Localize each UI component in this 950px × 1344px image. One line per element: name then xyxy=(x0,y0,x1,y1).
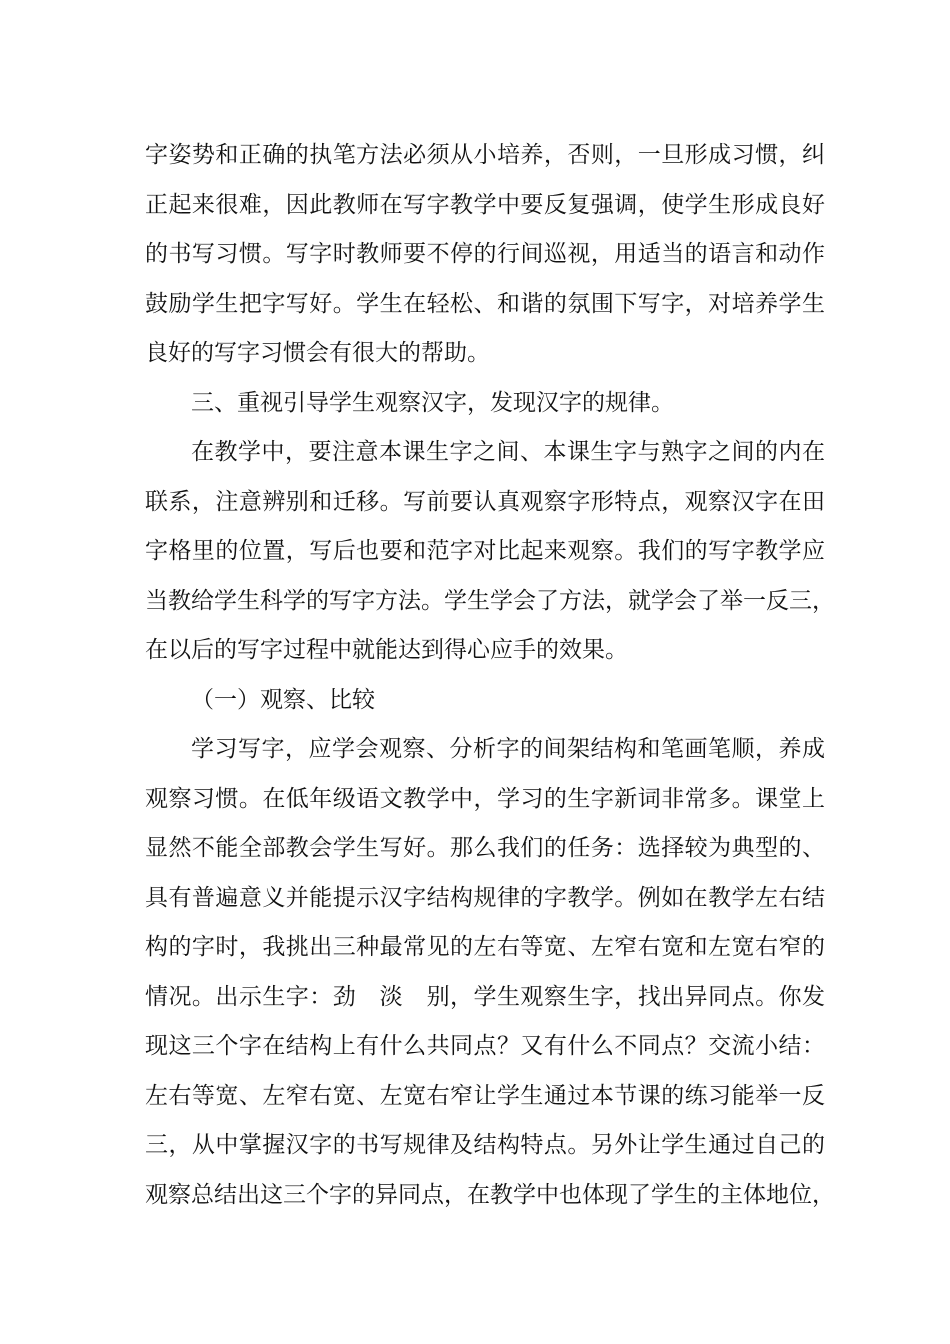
text-line: 三，从中掌握汉字的书写规律及结构特点。另外让学生通过自己的 xyxy=(145,1132,825,1158)
text-line: 构的字时，我挑出三种最常见的左右等宽、左窄右宽和左宽右窄的 xyxy=(145,934,825,960)
text-line: 观察习惯。在低年级语文教学中，学习的生字新词非常多。课堂上 xyxy=(145,785,825,812)
text-line: 现这三个字在结构上有什么共同点？又有什么不同点？交流小结： xyxy=(145,1033,825,1059)
text-line: 字格里的位置，写后也要和范字对比起来观察。我们的写字教学应 xyxy=(145,538,825,564)
text-line: 的书写习惯。写字时教师要不停的行间巡视，用适当的语言和动作 xyxy=(145,241,825,267)
text-line: 观察总结出这三个字的异同点，在教学中也体现了学生的主体地位， xyxy=(145,1181,835,1208)
text-line: 学习写字，应学会观察、分析字的间架结构和笔画笔顺，养成 xyxy=(191,736,825,762)
text-line: 正起来很难，因此教师在写字教学中要反复强调，使学生形成良好 xyxy=(145,191,825,218)
text-line: 联系，注意辨别和迁移。写前要认真观察字形特点，观察汉字在田 xyxy=(145,488,825,515)
text-line: 当教给学生科学的写字方法。学生学会了方法，就学会了举一反三， xyxy=(145,587,835,614)
text-line: 良好的写字习惯会有很大的帮助。 xyxy=(145,340,490,366)
text-line: 左右等宽、左窄右宽、左宽右窄让学生通过本节课的练习能举一反 xyxy=(145,1082,825,1109)
text-line: 显然不能全部教会学生写好。那么我们的任务：选择较为典型的、 xyxy=(145,835,825,861)
text-line: 具有普遍意义并能提示汉字结构规律的字教学。例如在教学左右结 xyxy=(145,884,825,911)
text-line: 字姿势和正确的执笔方法必须从小培养，否则，一旦形成习惯，纠 xyxy=(145,142,825,168)
text-line: 情况。出示生字：劲 淡 别，学生观察生字，找出异同点。你发 xyxy=(145,983,825,1010)
text-line: 在教学中，要注意本课生字之间、本课生字与熟字之间的内在 xyxy=(191,439,825,465)
subsection-heading: （一）观察、比较 xyxy=(191,686,375,713)
text-line: 鼓励学生把字写好。学生在轻松、和谐的氛围下写字，对培养学生 xyxy=(145,290,825,317)
text-line: 在以后的写字过程中就能达到得心应手的效果。 xyxy=(145,637,628,663)
section-heading: 三、重视引导学生观察汉字，发现汉字的规律。 xyxy=(191,389,674,416)
body-text xyxy=(145,131,835,1220)
